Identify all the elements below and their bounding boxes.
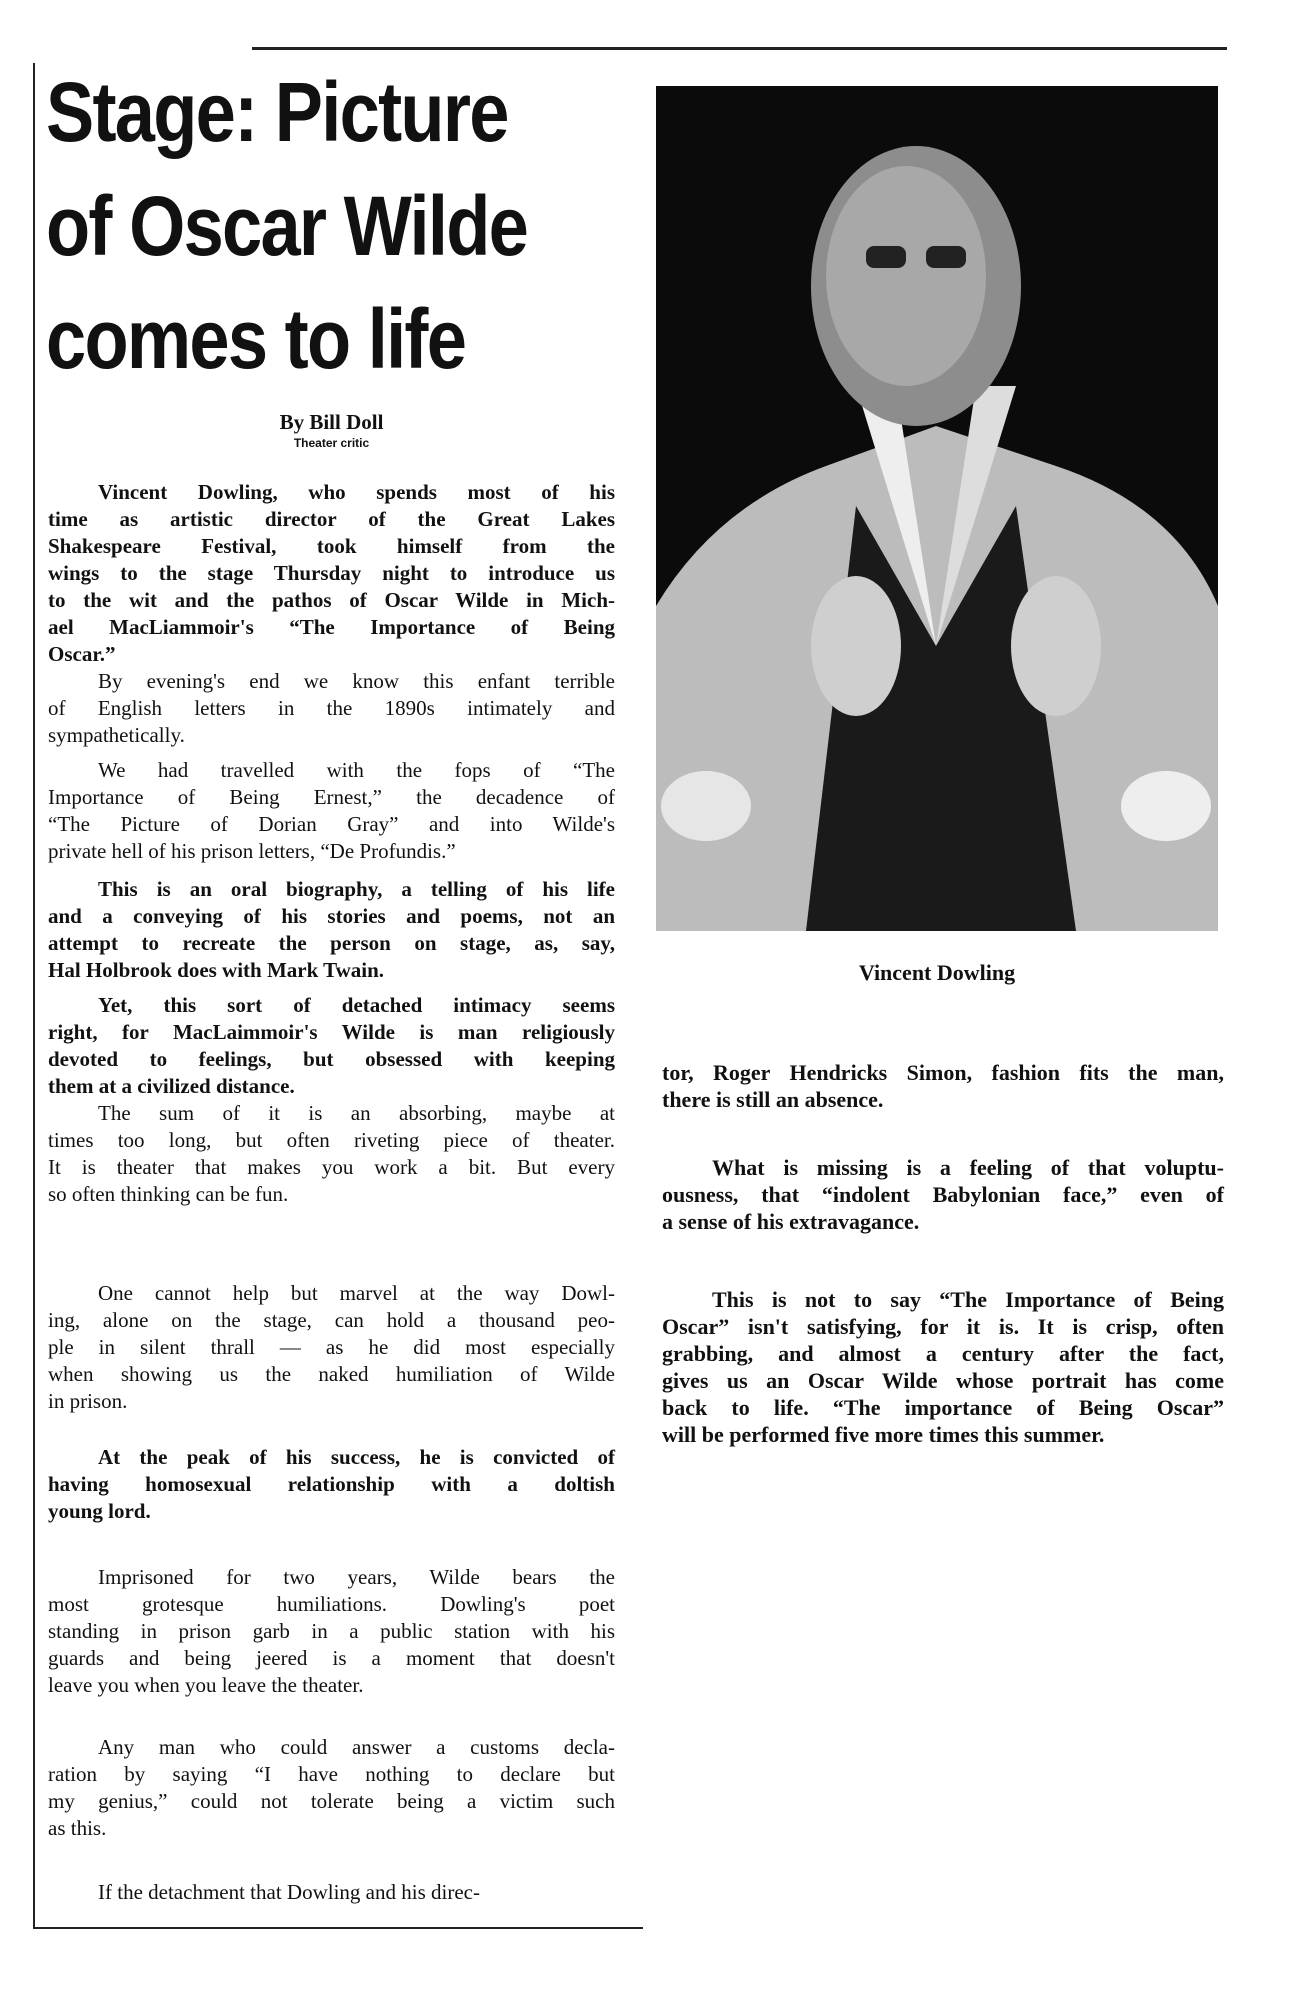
byline-role: Theater critic [293,436,370,450]
paragraph-line: The sum of it is an absorbing, maybe at [98,1101,615,1125]
paragraph-line: tor, Roger Hendricks Simon, fashion fits the man, [662,1060,1224,1085]
byline-author: By Bill Doll [279,410,384,434]
article-paragraph [48,1879,615,1906]
paragraph-line: time as artistic director of the Great Lakes [48,507,615,531]
article-paragraph [48,1444,615,1525]
paragraph-line: right, for MacLaimmoir's Wilde is man religiously [48,1020,615,1044]
article-paragraph [48,668,615,749]
paragraph-line: By evening's end we know this enfant terrible [98,669,615,693]
paragraph-line: will be performed five more times this summer. [662,1422,1105,1447]
top-rule [252,47,1227,50]
paragraph-line: times too long, but often riveting piece of theater. [48,1128,615,1152]
article-paragraph [662,1154,1224,1235]
article-paragraph [662,1059,1224,1113]
portrait-image [656,86,1218,931]
paragraph-line: there is still an absence. [662,1087,884,1112]
paragraph-line: most grotesque humiliations. Dowling's poet [48,1592,615,1616]
paragraph-line: in prison. [48,1389,128,1413]
article-paragraph [48,757,615,865]
paragraph-line: to the wit and the pathos of Oscar Wilde in Mich- [48,588,615,612]
paragraph-line: private hell of his prison letters, “De Profundis.” [48,839,456,863]
article-paragraph [48,1100,615,1208]
paragraph-line: At the peak of his success, he is convicted of [98,1445,615,1469]
paragraph-line: gives us an Oscar Wilde whose portrait has come [662,1368,1224,1393]
paragraph-line: of English letters in the 1890s intimately and [48,696,615,720]
paragraph-line: We had travelled with the fops of “The [98,758,615,782]
left-rule [33,63,35,1929]
paragraph-line: This is an oral biography, a telling of his life [98,877,615,901]
paragraph-line: “The Picture of Dorian Gray” and into Wilde's [48,812,615,836]
paragraph-line: Yet, this sort of detached intimacy seems [98,993,615,1017]
paragraph-line: Vincent Dowling, who spends most of his [98,480,615,504]
paragraph-line: attempt to recreate the person on stage, as, say, [48,931,615,955]
photo-caption: Vincent Dowling [858,960,1016,985]
paragraph-line: This is not to say “The Importance of Being [712,1287,1224,1312]
paragraph-line: back to life. “The importance of Being Oscar” [662,1395,1224,1420]
paragraph-line: sympathetically. [48,723,185,747]
article-paragraph [48,1734,615,1842]
paragraph-line: Imprisoned for two years, Wilde bears the [98,1565,615,1589]
paragraph-line: ration by saying “I have nothing to declare but [48,1762,615,1786]
article-paragraph [48,479,615,668]
paragraph-line: when showing us the naked humiliation of Wilde [48,1362,615,1386]
paragraph-line: One cannot help but marvel at the way Dowl- [98,1281,615,1305]
paragraph-line: ing, alone on the stage, can hold a thousand peo- [48,1308,615,1332]
paragraph-line: Any man who could answer a customs decla- [98,1735,615,1759]
paragraph-line: a sense of his extravagance. [662,1209,920,1234]
paragraph-line: so often thinking can be fun. [48,1182,289,1206]
paragraph-line: ael MacLiammoir's “The Importance of Being [48,615,615,639]
paragraph-line: standing in prison garb in a public station with his [48,1619,615,1643]
bottom-rule [33,1927,643,1929]
article-paragraph [48,876,615,984]
headline-line-3: comes to life [46,292,466,386]
paragraph-line: grabbing, and almost a century after the fact, [662,1341,1224,1366]
article-paragraph [662,1286,1224,1448]
paragraph-line: my genius,” could not tolerate being a victim such [48,1789,615,1813]
article-paragraph [48,1280,615,1415]
paragraph-line: them at a civilized distance. [48,1074,295,1098]
paragraph-line: It is theater that makes you work a bit. But every [48,1155,615,1179]
paragraph-line: devoted to feelings, but obsessed with keeping [48,1047,615,1071]
paragraph-line: Hal Holbrook does with Mark Twain. [48,958,385,982]
paragraph-line: guards and being jeered is a moment that doesn't [48,1646,615,1670]
paragraph-line: What is missing is a feeling of that voluptu- [712,1155,1224,1180]
photo-vincent-dowling [656,86,1218,931]
headline-line-1: Stage: Picture [46,65,508,159]
paragraph-line: wings to the stage Thursday night to introduce us [48,561,615,585]
paragraph-line: young lord. [48,1499,151,1523]
paragraph-line: If the detachment that Dowling and his direc- [98,1880,480,1904]
paragraph-line: leave you when you leave the theater. [48,1673,364,1697]
paragraph-line: Importance of Being Ernest,” the decadence of [48,785,615,809]
paragraph-line: having homosexual relationship with a doltish [48,1472,615,1496]
paragraph-line: Oscar” isn't satisfying, for it is. It is crisp, often [662,1314,1224,1339]
article-paragraph [48,1564,615,1699]
paragraph-line: as this. [48,1816,107,1840]
paragraph-line: Oscar.” [48,642,116,666]
paragraph-line: ple in silent thrall — as he did most especially [48,1335,615,1359]
paragraph-line: Shakespeare Festival, took himself from the [48,534,615,558]
headline-line-2: of Oscar Wilde [46,179,528,273]
article-paragraph [48,992,615,1100]
paragraph-line: and a conveying of his stories and poems, not an [48,904,615,928]
paragraph-line: ousness, that “indolent Babylonian face,” even of [662,1182,1224,1207]
